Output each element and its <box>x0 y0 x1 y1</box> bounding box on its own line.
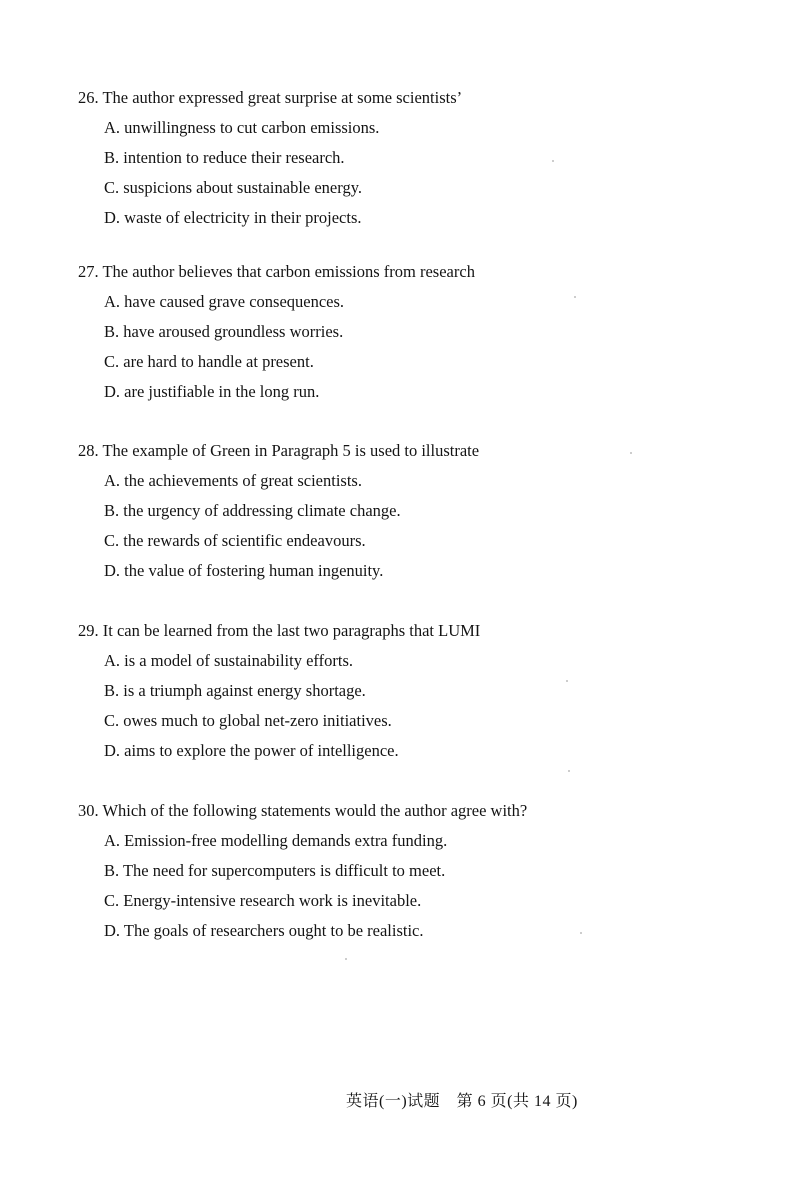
scan-speck <box>568 770 570 772</box>
option-d: D. waste of electricity in their projects. <box>104 208 362 227</box>
option-c: C. owes much to global net-zero initiatives. <box>104 711 392 730</box>
question-28 <box>78 441 758 591</box>
scan-speck <box>566 680 568 682</box>
option-c: C. Energy-intensive research work is inevitable. <box>104 891 422 910</box>
scan-speck <box>574 296 576 298</box>
option-d: D. the value of fostering human ingenuity. <box>104 561 384 580</box>
option-b: B. have aroused groundless worries. <box>104 322 344 341</box>
question-27 <box>78 262 758 412</box>
scan-speck <box>630 452 632 454</box>
question-stem: 30. Which of the following statements would the author agree with? <box>78 801 528 820</box>
option-a: A. is a model of sustainability efforts. <box>104 651 353 670</box>
scan-speck <box>552 160 554 162</box>
option-d: D. The goals of researchers ought to be realistic. <box>104 921 424 940</box>
scan-speck <box>345 958 347 960</box>
option-a: A. have caused grave consequences. <box>104 292 345 311</box>
option-b: B. the urgency of addressing climate change. <box>104 501 401 520</box>
option-a: A. the achievements of great scientists. <box>104 471 362 490</box>
option-c: C. are hard to handle at present. <box>104 352 314 371</box>
option-c: C. the rewards of scientific endeavours. <box>104 531 366 550</box>
option-b: B. intention to reduce their research. <box>104 148 345 167</box>
option-d: D. are justifiable in the long run. <box>104 382 320 401</box>
scan-speck <box>580 932 582 934</box>
option-b: B. is a triumph against energy shortage. <box>104 681 366 700</box>
question-stem: 29. It can be learned from the last two paragraphs that LUMI <box>78 621 481 640</box>
question-30 <box>78 801 758 951</box>
question-stem: 28. The example of Green in Paragraph 5 is used to illustrate <box>78 441 480 460</box>
question-29 <box>78 621 758 771</box>
option-b: B. The need for supercomputers is difficult to meet. <box>104 861 446 880</box>
question-26 <box>78 88 758 238</box>
question-stem: 27. The author believes that carbon emissions from research <box>78 262 475 281</box>
page-footer: 英语(一)试题 第 6 页(共 14 页) <box>346 1093 578 1110</box>
option-d: D. aims to explore the power of intelligence. <box>104 741 399 760</box>
option-a: A. unwillingness to cut carbon emissions. <box>104 118 380 137</box>
option-c: C. suspicions about sustainable energy. <box>104 178 363 197</box>
question-stem: 26. The author expressed great surprise at some scientists’ <box>78 88 463 107</box>
option-a: A. Emission-free modelling demands extra funding. <box>104 831 448 850</box>
